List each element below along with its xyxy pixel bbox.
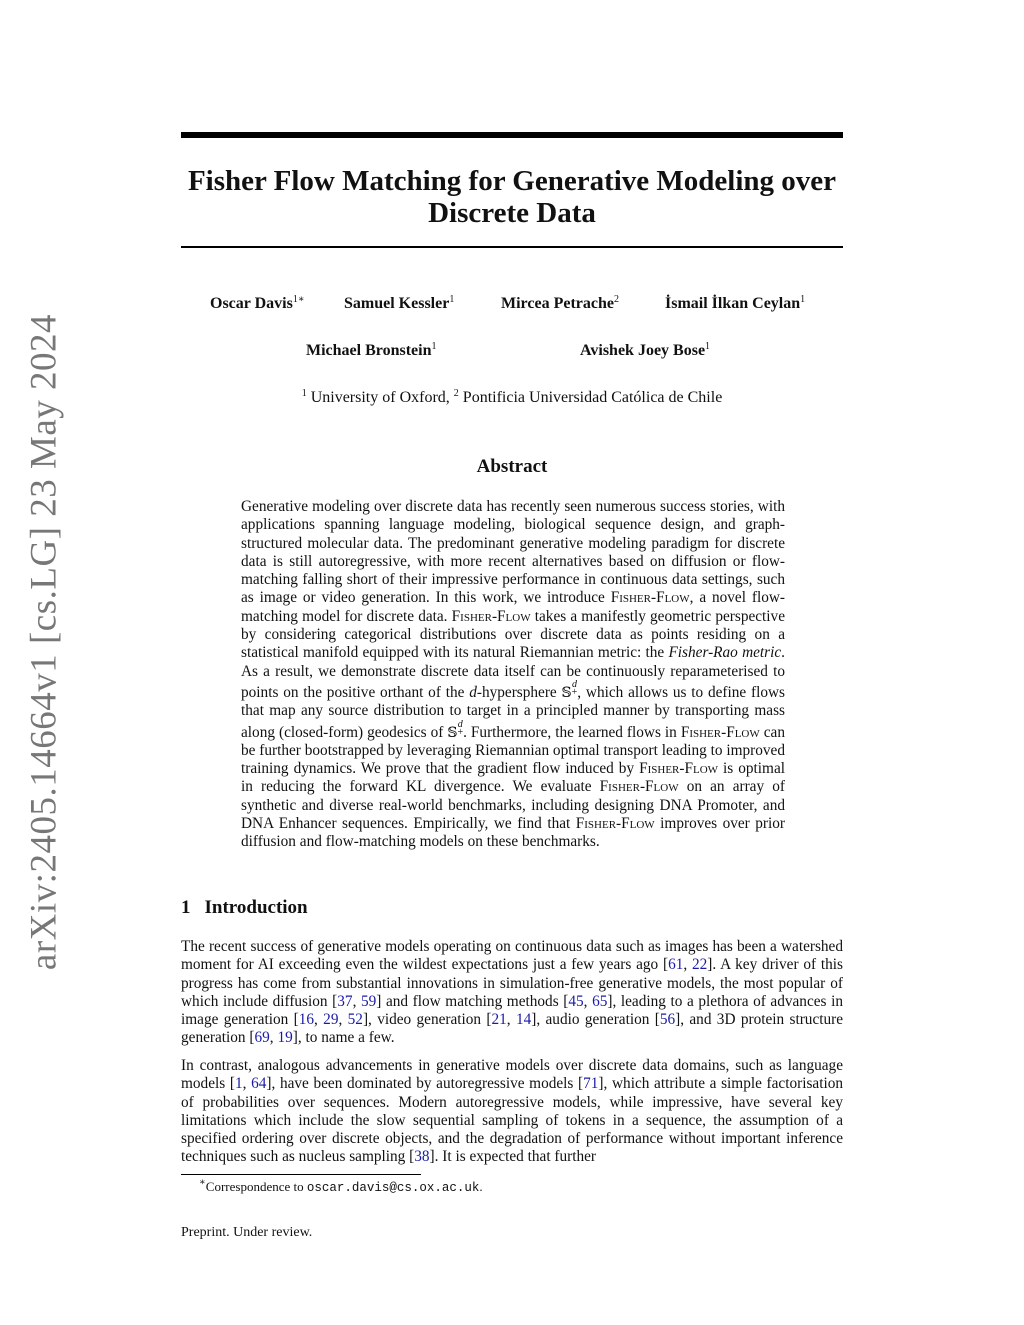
author: Samuel Kessler$^1$: [344, 294, 455, 312]
author: Oscar Davis$^{1∗}$: [210, 294, 305, 312]
intro-paragraph-1: The recent success of generative models operating on continuous data such as images has been a watershed moment for AI exceeding even the wildest expectations just a few years ago [61, 22]. A key driver of this progress has come from substantial innovations in simulation-free generative models, the most popular of which include diffusion [37, 59] and flow matching methods [45, 65], leading to a plethora of advances in image generation [16, 29, 52], video generation [21, 14], audio generation [56], and 3D protein structure generation [69, 19], to name a few.: [181, 938, 844, 1047]
email-link[interactable]: oscar.davis@cs.ox.ac.uk: [306, 1181, 480, 1195]
citation-link[interactable]: 21: [491, 1011, 507, 1029]
paper-title: Fisher Flow Matching for Generative Modeling over Discrete Data: [187, 165, 837, 229]
citation-link[interactable]: 45: [568, 992, 584, 1010]
section-heading: 1 Introduction: [181, 897, 308, 918]
abstract-heading: Abstract: [476, 456, 548, 477]
citation-link[interactable]: 29: [323, 1011, 339, 1029]
citation-link[interactable]: 56: [659, 1011, 676, 1029]
preprint-note: Preprint. Under review.: [181, 1225, 313, 1240]
author: Mircea Petrache$^2$: [501, 294, 619, 312]
citation-link[interactable]: 61: [668, 956, 684, 974]
title-bottom-rule: [181, 246, 843, 248]
citation-link[interactable]: 19: [277, 1029, 293, 1047]
citation-link[interactable]: 69: [254, 1029, 270, 1047]
citation-link[interactable]: 1: [234, 1075, 243, 1093]
footnote: ∗Correspondence to oscar.davis@cs.ox.ac.uk.: [199, 1177, 483, 1195]
citation-link[interactable]: 52: [347, 1011, 363, 1029]
title-top-rule: [181, 132, 843, 138]
abstract-body: Generative modeling over discrete data has recently seen numerous success stories, with applications spanning language modeling, biological sequence design, and graph-structured molecular data. The predominant generative modeling paradigm for discrete data is still autoregressive, with more recent alternatives based on diffusion or flow-matching falling short of their impressive performance in continuous data settings, such as image or video generation. In this work, we introduce Fisher-Flow, a novel flow-matching model for discrete data. Fisher-Flow takes a manifestly geometric perspective by considering categorical distributions over discrete data as points residing on a statistical manifold equipped with its natural Riemannian metric: the Fisher-Rao metric. As a result, we demonstrate discrete data itself can be continuously reparameterised to points on the positive orthant of the d-hypersphere 𝕊d +, which allows us to define flows that map any source distribution to target in a principled manner by transporting mass along (closed-form) geodesics of 𝕊d +. Furthermore, the learned flows in Fisher-Flow can be further bootstrapped by leveraging Riemannian optimal transport leading to improved training dynamics. We prove that the gradient flow induced by Fisher-Flow is optimal in reducing the forward KL divergence. We evaluate Fisher-Flow on an array of synthetic and diverse real-world benchmarks, including designing DNA Promoter, and DNA Enhancer sequences. Empirically, we find that Fisher-Flow improves over prior diffusion and flow-matching models on these benchmarks.: [241, 498, 785, 851]
citation-link[interactable]: 71: [583, 1075, 599, 1093]
affiliations: $^1$ University of Oxford, $^2$ Pontificia Universidad Católica de Chile: [301, 388, 723, 406]
citation-link[interactable]: 38: [414, 1148, 430, 1166]
intro-paragraph-2: In contrast, analogous advancements in generative models over discrete data domains, such as language models [1, 64], have been dominated by autoregressive models [71], which attribute a simple factorisation of probabilities over sequences. Modern autoregressive models, while impressive, have several key limitations which include the slow sequential sampling of tokens in a sequence, the assumption of a specified ordering over discrete objects, and the degradation of performance without important inference techniques such as nucleus sampling [38]. It is expected that further: [181, 1057, 843, 1166]
author: Michael Bronstein$^1$: [306, 341, 437, 359]
citation-link[interactable]: 37: [337, 992, 353, 1010]
citation-link[interactable]: 65: [592, 992, 608, 1010]
author: Avishek Joey Bose$^1$: [580, 341, 711, 359]
author: İsmail İlkan Ceylan$^1$: [665, 294, 806, 312]
citation-link[interactable]: 16: [298, 1011, 314, 1029]
citation-link[interactable]: 14: [515, 1011, 532, 1029]
citation-link[interactable]: 22: [692, 956, 708, 974]
citation-link[interactable]: 59: [360, 992, 377, 1010]
citation-link[interactable]: 64: [251, 1075, 267, 1093]
footnote-rule: [181, 1174, 421, 1175]
